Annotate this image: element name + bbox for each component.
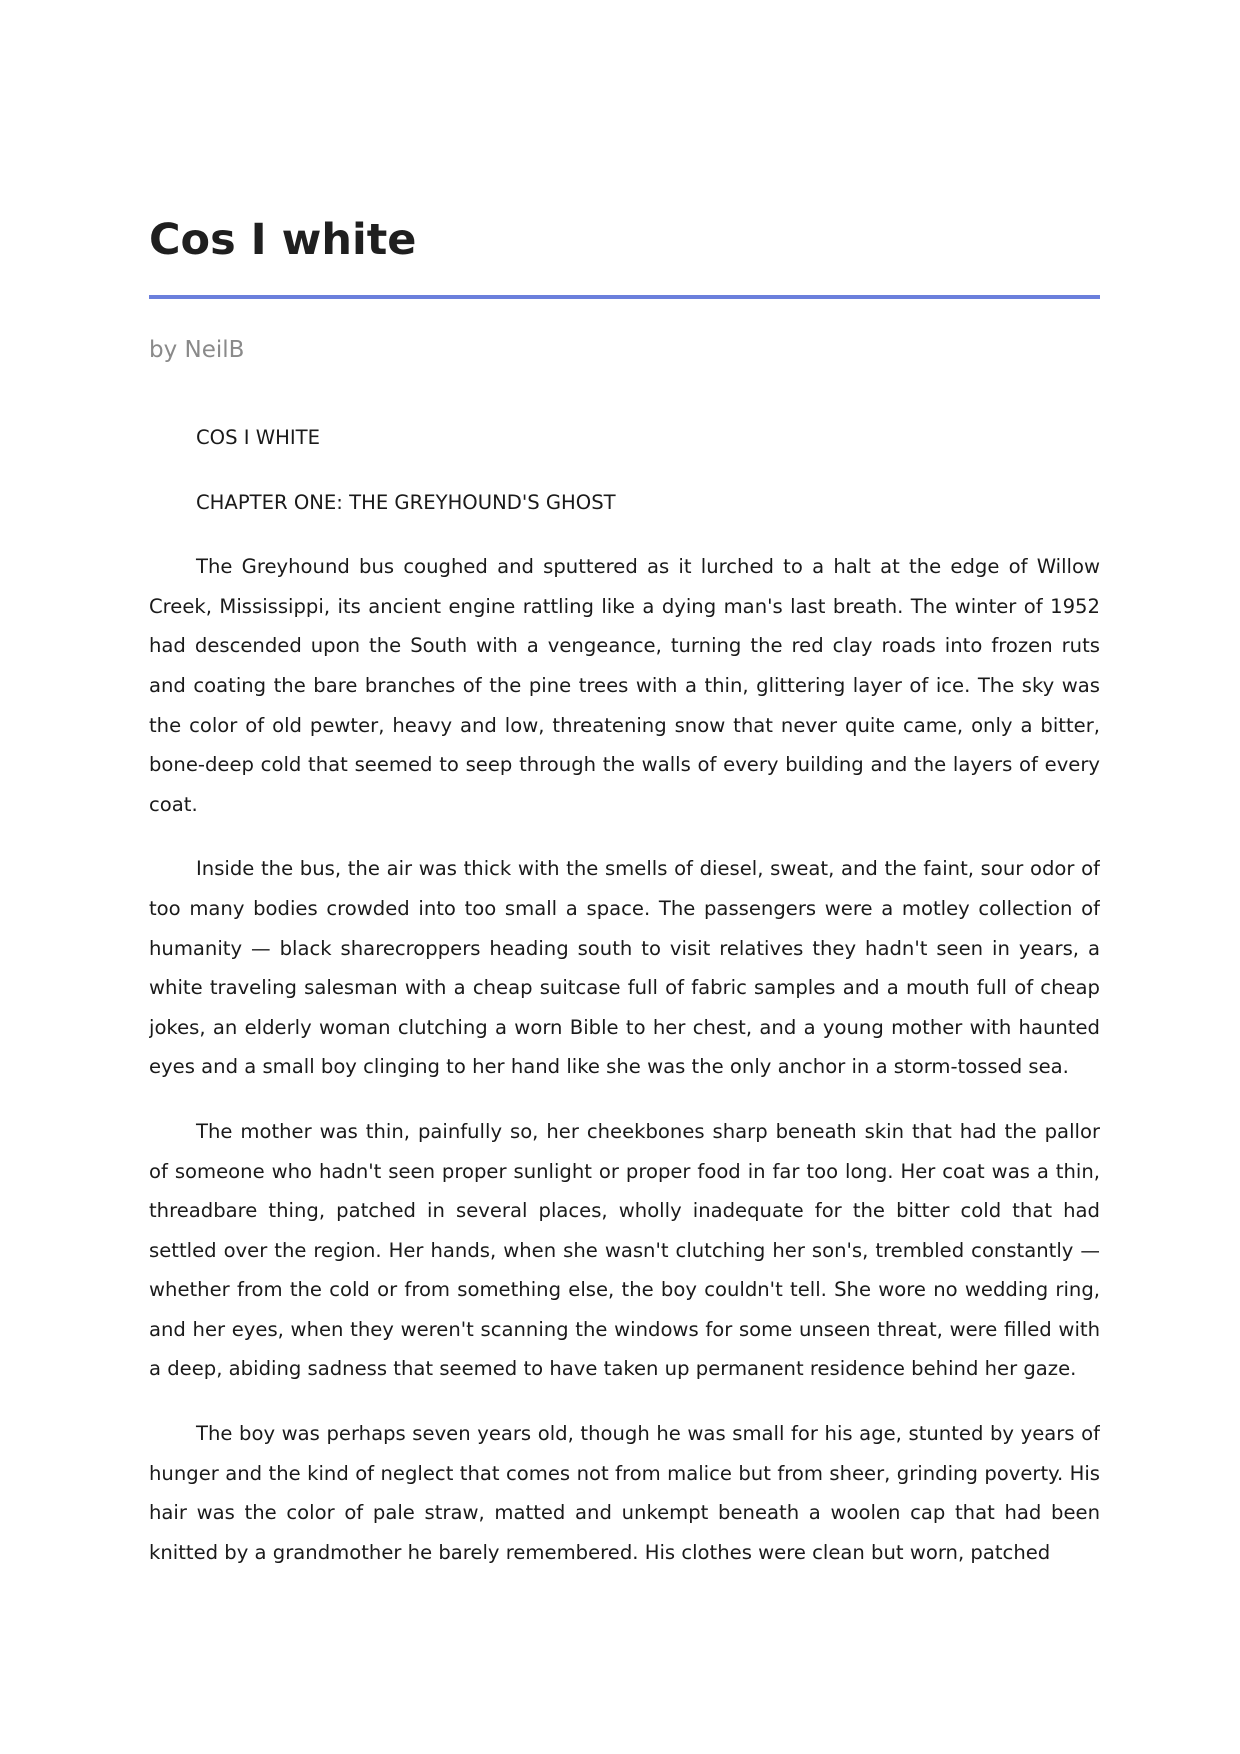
body-paragraph: Inside the bus, the air was thick with the smells of diesel, sweat, and the faint, sour odor of too many bodies crowded into too small a space. The passengers were a motley collection of humanity — black sharecroppers heading south to visit relatives they hadn't seen in years, a white traveling salesman with a cheap suitcase full of fabric samples and a mouth full of cheap jokes, an elderly woman clutching a worn Bible to her chest, and a young mother with haunted eyes and a small boy clinging to her hand like she was the only anchor in a storm-tossed sea. bbox=[149, 857, 1100, 1079]
author-byline: by NeilB bbox=[149, 337, 245, 363]
title-divider bbox=[149, 295, 1100, 299]
story-body bbox=[149, 418, 1100, 1597]
body-paragraph: The mother was thin, painfully so, her cheekbones sharp beneath skin that had the pallor of someone who hadn't seen proper sunlight or proper food in far too long. Her coat was a thin, threadbare thing, patched in several places, wholly inadequate for the bitter cold that had settled over the region. Her hands, when she wasn't clutching her son's, trembled constantly — whether from the cold or from something else, the boy couldn't tell. She wore no wedding ring, and her eyes, when they weren't scanning the windows for some unseen threat, were filled with a deep, abiding sadness that seemed to have taken up permanent residence behind her gaze. bbox=[149, 1119, 1100, 1381]
document-page bbox=[149, 0, 1100, 1754]
document-title: Cos I white bbox=[149, 215, 417, 265]
chapter-heading: CHAPTER ONE: THE GREYHOUND'S GHOST bbox=[196, 490, 616, 514]
body-paragraph: The Greyhound bus coughed and sputtered as it lurched to a halt at the edge of Willow Creek, Mississippi, its ancient engine rattling like a dying man's last breath. The winter of 1952 had descended upon the South with a vengeance, turning the red clay roads into frozen ruts and coating the bare branches of the pine trees with a thin, glittering layer of ice. The sky was the color of old pewter, heavy and low, threatening snow that never quite came, only a bitter, bone-deep cold that seemed to seep through the walls of every building and the layers of every coat. bbox=[149, 555, 1100, 816]
story-heading: COS I WHITE bbox=[196, 426, 321, 449]
body-paragraph: The boy was perhaps seven years old, though he was small for his age, stunted by years of hunger and the kind of neglect that comes not from malice but from sheer, grinding poverty. His hair was the color of pale straw, matted and unkempt beneath a woolen cap that had been knitted by a grandmother he barely remembered. His clothes were clean but worn, patched bbox=[149, 1422, 1100, 1564]
